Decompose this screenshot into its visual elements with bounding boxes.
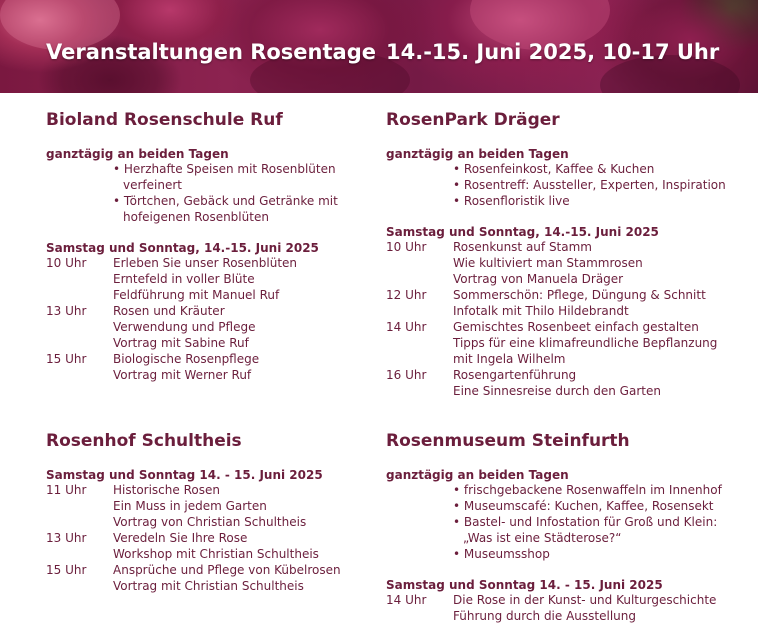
- venue-title: Rosenmuseum Steinfurth: [386, 431, 630, 451]
- event-time: 14 Uhr: [386, 593, 427, 607]
- event-time: 10 Uhr: [46, 256, 87, 270]
- event-time: 15 Uhr: [46, 563, 87, 577]
- list-item: • Törtchen, Gebäck und Getränke mit hofeigenen Rosenblüten: [113, 194, 338, 224]
- allday-list: [386, 482, 736, 562]
- list-item: • Rosenfloristik live: [453, 194, 570, 208]
- event-time: 15 Uhr: [46, 352, 87, 366]
- allday-heading: ganztägig an beiden Tagen: [386, 468, 569, 482]
- event-row: 10 Uhr Erleben Sie unser Rosenblüten Erntefeld in voller Blüte Feldführung mit Manuel Ruf: [46, 256, 298, 302]
- venue-title: Rosenhof Schultheis: [46, 431, 242, 451]
- header-banner: [0, 0, 758, 93]
- page-title: Veranstaltungen Rosentage: [46, 40, 376, 64]
- schedule-heading: Samstag und Sonntag, 14.-15. Juni 2025: [46, 241, 319, 255]
- list-item: • Rosenfeinkost, Kaffee & Kuchen: [453, 162, 655, 176]
- event-row: 16 Uhr Rosengartenführung Eine Sinnesreise durch den Garten: [386, 368, 661, 398]
- event-row: 14 Uhr Gemischtes Rosenbeet einfach gestalten Tipps für eine klimafreundliche Bepflanzung mit Ingela Wilhelm: [386, 320, 718, 366]
- list-item: • frischgebackene Rosenwaffeln im Innenhof: [453, 483, 722, 497]
- event-row: 14 Uhr Die Rose in der Kunst- und Kulturgeschichte Führung durch die Ausstellung: [386, 593, 717, 623]
- event-row: 15 Uhr Biologische Rosenpflege Vortrag mit Werner Ruf: [46, 352, 260, 382]
- allday-list: [46, 161, 376, 225]
- allday-heading: ganztägig an beiden Tagen: [386, 147, 569, 161]
- allday-list: [386, 161, 736, 209]
- event-row: 13 Uhr Rosen und Kräuter Verwendung und Pflege Vortrag mit Sabine Ruf: [46, 304, 256, 350]
- event-time: 12 Uhr: [386, 288, 427, 302]
- allday-heading: ganztägig an beiden Tagen: [46, 147, 229, 161]
- venue-rosenmuseum-steinfurth: [386, 431, 736, 624]
- venue-title: Bioland Rosenschule Ruf: [46, 110, 283, 130]
- list-item: • Museumscafé: Kuchen, Kaffee, Rosensekt: [453, 499, 714, 513]
- list-item: • Herzhafte Speisen mit Rosenblüten verfeinert: [113, 162, 336, 192]
- event-time: 11 Uhr: [46, 483, 87, 497]
- event-row: 10 Uhr Rosenkunst auf Stamm Wie kultiviert man Stammrosen Vortrag von Manuela Dräger: [386, 240, 643, 286]
- event-time: 14 Uhr: [386, 320, 427, 334]
- venue-rosenschule-ruf: [46, 110, 376, 383]
- event-row: 12 Uhr Sommerschön: Pflege, Düngung & Schnitt Infotalk mit Thilo Hildebrandt: [386, 288, 706, 318]
- venue-title: RosenPark Dräger: [386, 110, 560, 130]
- venue-rosenhof-schultheis: [46, 431, 376, 594]
- event-time: 10 Uhr: [386, 240, 427, 254]
- event-time: 13 Uhr: [46, 304, 87, 318]
- venue-rosenpark-draeger: [386, 110, 736, 399]
- list-item: • Rosentreff: Aussteller, Experten, Inspiration: [453, 178, 726, 192]
- event-row: 13 Uhr Veredeln Sie Ihre Rose Workshop mit Christian Schultheis: [46, 531, 319, 561]
- event-row: 15 Uhr Ansprüche und Pflege von Kübelrosen Vortrag mit Christian Schultheis: [46, 563, 341, 593]
- event-time: 13 Uhr: [46, 531, 87, 545]
- event-time: 16 Uhr: [386, 368, 427, 382]
- list-item: • Bastel- und Infostation für Groß und Klein: „Was ist eine Städterose?“: [453, 515, 718, 545]
- event-date: 14.-15. Juni 2025, 10-17 Uhr: [386, 40, 720, 64]
- event-row: 11 Uhr Historische Rosen Ein Muss in jedem Garten Vortrag von Christian Schultheis: [46, 483, 307, 529]
- schedule-heading: Samstag und Sonntag 14. - 15. Juni 2025: [386, 578, 663, 592]
- schedule-heading: Samstag und Sonntag 14. - 15. Juni 2025: [46, 468, 323, 482]
- list-item: • Museumsshop: [453, 547, 550, 561]
- schedule-heading: Samstag und Sonntag, 14.-15. Juni 2025: [386, 225, 659, 239]
